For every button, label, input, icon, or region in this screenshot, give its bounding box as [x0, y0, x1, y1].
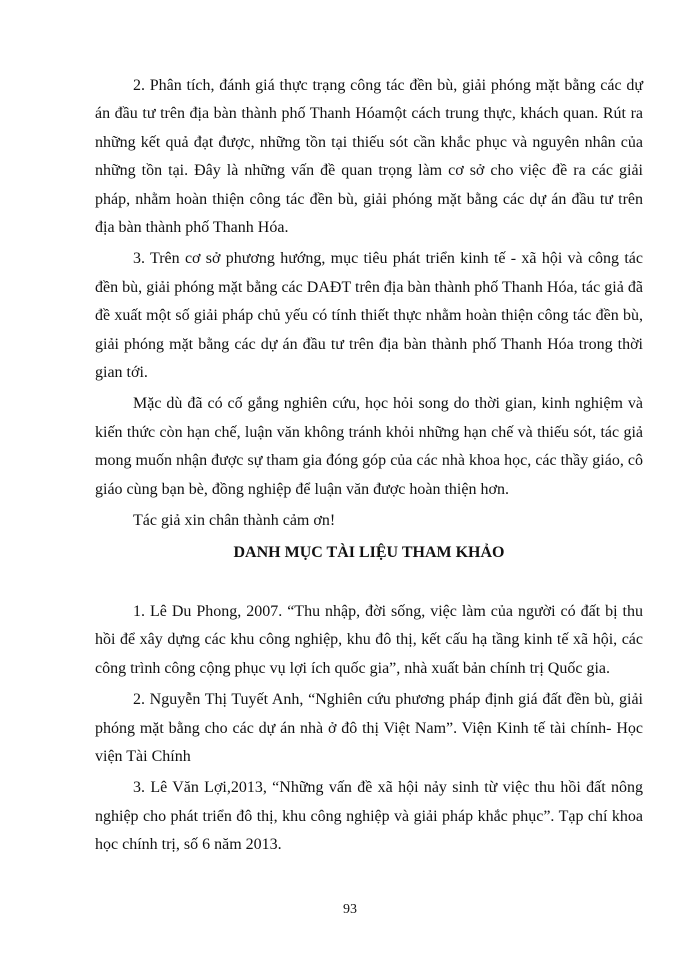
paragraph-thanks: Tác giả xin chân thành cảm ơn! — [133, 512, 336, 530]
references-heading: DANH MỤC TÀI LIỆU THAM KHẢO — [233, 543, 505, 561]
page-content — [95, 72, 643, 863]
heading-spacer — [95, 570, 643, 598]
reference-item-1: 1. Lê Du Phong, 2007. “Thu nhập, đời sống, việc làm của người có đất bị thu hồi để xây dựng các khu công nghiệp, khu đô thị, kết cấu hạ tầng kinh tế xã hội, các công trình công cộng phục vụ lợi ích quốc gia”, nhà xuất bản chính trị Quốc gia. — [95, 602, 643, 677]
reference-item-2: 2. Nguyễn Thị Tuyết Anh, “Nghiên cứu phương pháp định giá đất đền bù, giải phóng mặt bằng cho các dự án nhà ở đô thị Việt Nam”. Viện Kinh tế tài chính- Học viện Tài Chính — [95, 691, 643, 765]
reference-item-3: 3. Lê Văn Lợi,2013, “Những vấn đề xã hội nảy sinh từ việc thu hồi đất nông nghiệp cho phát triển đô thị, khu công nghiệp và giải pháp khắc phục”. Tạp chí khoa học chính trị, số 6 năm 2013. — [95, 779, 643, 854]
paragraph-limitations: Mặc dù đã có cố gắng nghiên cứu, học hỏi song do thời gian, kinh nghiệm và kiến thức còn hạn chế, luận văn không tránh khỏi những hạn chế và thiếu sót, tác giả mong muốn nhận được sự tham gia đóng góp của các nhà khoa học, các thầy giáo, cô giáo cùng bạn bè, đồng nghiệp để luận văn được hoàn thiện hơn. — [95, 395, 643, 498]
page-number: 93 — [343, 902, 357, 917]
paragraph-analysis: 2. Phân tích, đánh giá thực trạng công tác đền bù, giải phóng mặt bằng các dự án đầu tư trên địa bàn thành phố Thanh Hóamột cách trung thực, khách quan. Rút ra những kết quả đạt được, những tồn tại thiếu sót cần khắc phục và nguyên nhân của những tồn tại. Đây là những vấn đề quan trọng làm cơ sở cho việc đề ra các giải pháp, nhằm hoàn thiện công tác đền bù, giải phóng mặt bằng các dự án đầu tư trên địa bàn thành phố Thanh Hóa. — [95, 77, 643, 237]
paragraph-solutions: 3. Trên cơ sở phương hướng, mục tiêu phát triển kinh tế - xã hội và công tác đền bù, giải phóng mặt bằng các DAĐT trên địa bàn thành phố Thanh Hóa, tác giả đã đề xuất một số giải pháp chủ yếu có tính thiết thực nhằm hoàn thiện công tác đền bù, giải phóng mặt bằng các dự án đầu tư trên địa bàn thành phố Thanh Hóa trong thời gian tới. — [95, 250, 643, 382]
